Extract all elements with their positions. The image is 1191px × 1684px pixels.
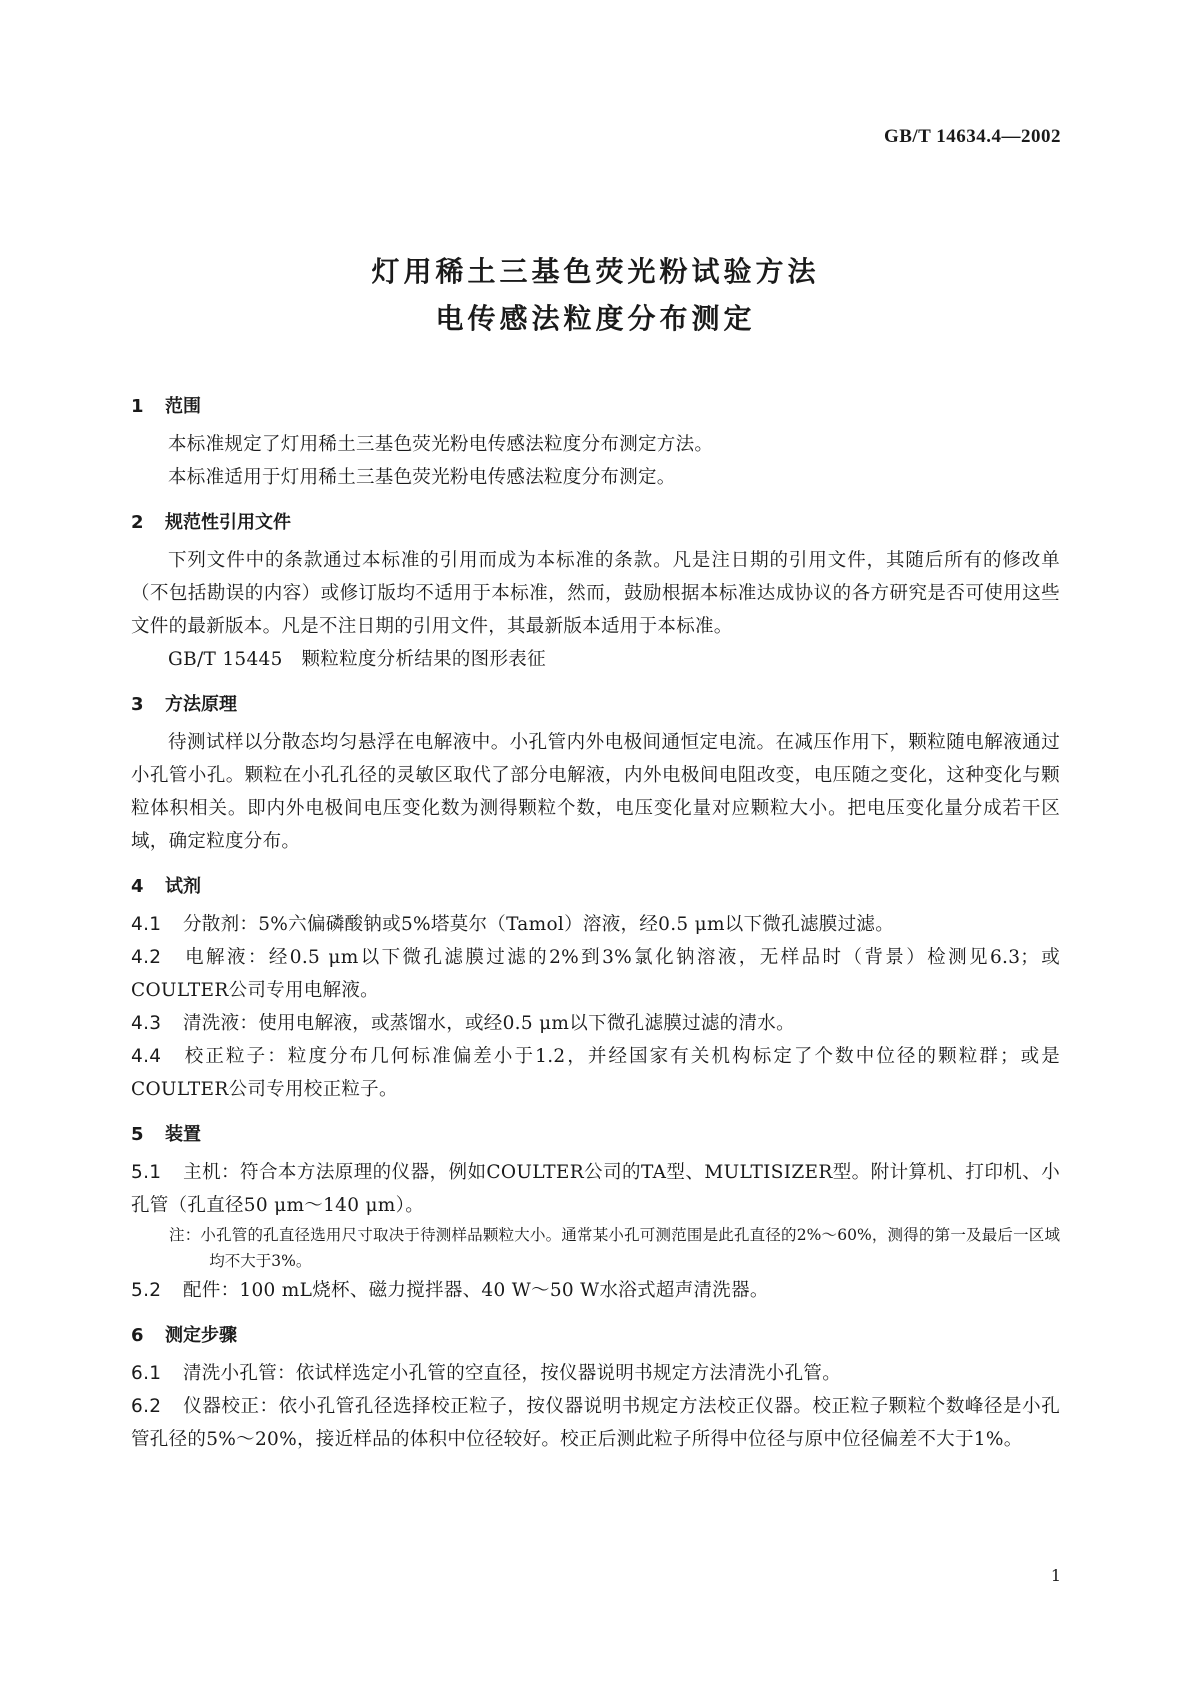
clause-number: 6.2 (131, 1396, 162, 1417)
paragraph: 本标准规定了灯用稀土三基色荧光粉电传感法粒度分布测定方法。 (168, 434, 714, 455)
clause-text: 校正粒子：粒度分布几何标准偏差小于1.2，并经国家有关机构标定了个数中位径的颗粒群；或是COULTER公司专用校正粒子。 (131, 1046, 1060, 1100)
clause-text: 分散剂：5%六偏磷酸钠或5%塔莫尔（Tamol）溶液，经0.5 μm以下微孔滤膜过滤。 (183, 914, 894, 935)
standard-code: GB/T 14634.4—2002 (883, 126, 1061, 147)
paragraph: 待测试样以分散态均匀悬浮在电解液中。小孔管内外电极间通恒定电流。在减压作用下，颗粒随电解液通过小孔管小孔。颗粒在小孔孔径的灵敏区取代了部分电解液，内外电极间电阻改变，电压随之变化，这种变化与颗粒体积相关。即内外电极间电压变化数为测得颗粒个数，电压变化量对应颗粒大小。把电压变化量分成若干区域，确定粒度分布。 (131, 732, 1060, 852)
section-title: 试剂 (165, 876, 201, 897)
section-title: 测定步骤 (165, 1325, 237, 1346)
section-4-heading (131, 872, 1060, 902)
section-5-heading (131, 1120, 1060, 1150)
clause-4-4 (131, 1040, 1060, 1106)
paragraph: 下列文件中的条款通过本标准的引用而成为本标准的条款。凡是注日期的引用文件，其随后所有的修改单（不包括勘误的内容）或修订版均不适用于本标准，然而，鼓励根据本标准达成协议的各方研究是否可使用这些文件的最新版本。凡是不注日期的引用文件，其最新版本适用于本标准。 (131, 550, 1060, 637)
section-number: 1 (131, 396, 144, 417)
clause-number: 4.1 (131, 914, 162, 935)
section-3-heading (131, 690, 1060, 720)
clause-number: 4.4 (131, 1046, 162, 1067)
section-title: 规范性引用文件 (165, 512, 291, 533)
clause-4-3 (131, 1007, 1060, 1040)
section-6-heading (131, 1321, 1060, 1351)
clause-text: 清洗小孔管：依试样选定小孔管的空直径，按仪器说明书规定方法清洗小孔管。 (183, 1363, 842, 1384)
clause-text: 电解液：经0.5 μm以下微孔滤膜过滤的2%到3%氯化钠溶液，无样品时（背景）检测见6.3；或COULTER公司专用电解液。 (131, 947, 1060, 1001)
clause-text: 仪器校正：依小孔管孔径选择校正粒子，按仪器说明书规定方法校正仪器。校正粒子颗粒个数峰径是小孔管孔径的5%～20%，接近样品的体积中位径较好。校正后测此粒子所得中位径与原中位径偏差不大于1%。 (131, 1396, 1060, 1450)
clause-4-2 (131, 941, 1060, 1007)
clause-6-2 (131, 1390, 1060, 1456)
section-number: 2 (131, 512, 144, 533)
section-1-heading (131, 392, 1060, 422)
clause-number: 5.1 (131, 1162, 162, 1183)
section-title: 范围 (165, 396, 201, 417)
document-body (131, 392, 1060, 1456)
section-number: 4 (131, 876, 144, 897)
paragraph: 本标准适用于灯用稀土三基色荧光粉电传感法粒度分布测定。 (168, 467, 676, 488)
clause-number: 4.3 (131, 1013, 162, 1034)
clause-number: 6.1 (131, 1363, 162, 1384)
note: 注：小孔管的孔直径选用尺寸取决于待测样品颗粒大小。通常某小孔可测范围是此孔直径的2%～60%，测得的第一及最后一区域均不大于3%。 (169, 1226, 1060, 1270)
section-number: 6 (131, 1325, 144, 1346)
clause-text: 主机：符合本方法原理的仪器，例如COULTER公司的TA型、MULTISIZER型。附计算机、打印机、小孔管（孔直径50 μm～140 μm）。 (131, 1162, 1060, 1216)
section-title: 方法原理 (165, 694, 237, 715)
section-2-heading (131, 508, 1060, 538)
normative-reference: GB/T 15445 颗粒粒度分析结果的图形表征 (168, 649, 546, 670)
section-title: 装置 (165, 1124, 201, 1145)
clause-5-2 (131, 1274, 1060, 1307)
clause-text: 清洗液：使用电解液，或蒸馏水，或经0.5 μm以下微孔滤膜过滤的清水。 (183, 1013, 795, 1034)
clause-6-1 (131, 1357, 1060, 1390)
section-number: 3 (131, 694, 144, 715)
page-number: 1 (1050, 1566, 1061, 1585)
document-title-line2: 电传感法粒度分布测定 (435, 302, 756, 335)
clause-text: 配件：100 mL烧杯、磁力搅拌器、40 W～50 W水浴式超声清洗器。 (183, 1280, 769, 1301)
clause-5-1 (131, 1156, 1060, 1222)
clause-number: 5.2 (131, 1280, 162, 1301)
document-title-line1: 灯用稀土三基色荧光粉试验方法 (371, 255, 820, 288)
clause-number: 4.2 (131, 947, 162, 968)
clause-4-1 (131, 908, 1060, 941)
section-number: 5 (131, 1124, 144, 1145)
